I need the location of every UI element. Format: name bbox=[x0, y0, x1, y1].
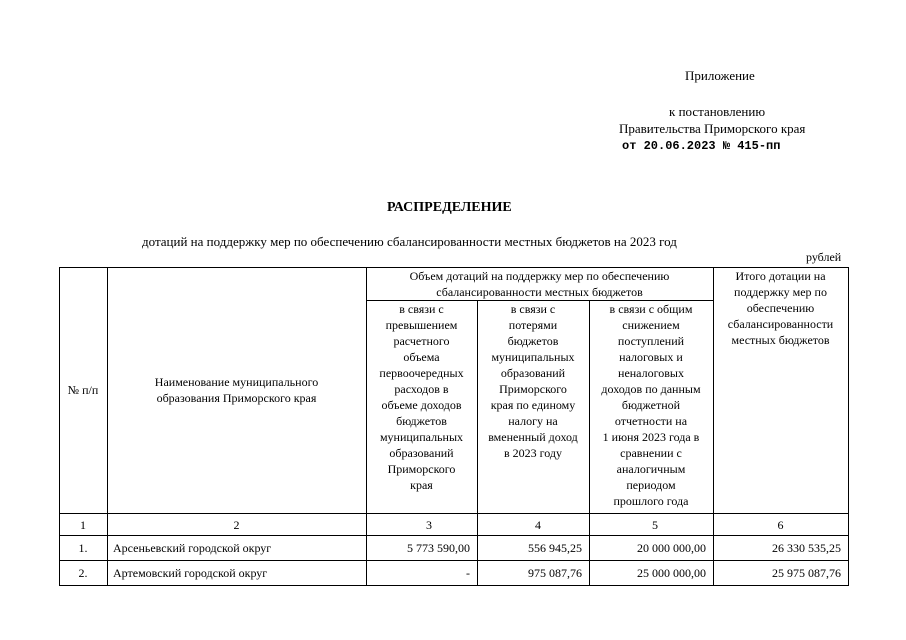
header-name: Наименование муниципального образования Приморского края bbox=[154, 375, 319, 405]
resolution-label: к постановлению bbox=[669, 104, 766, 119]
row-1-num: 1. bbox=[78, 541, 88, 555]
unit-label: рублей bbox=[806, 250, 842, 264]
header-sub-col4: в связи с потерями бюджетов муниципальных образований Приморского края по единому налогу на вмененный доход в 2023 году bbox=[488, 302, 578, 460]
header-num: № п/п bbox=[67, 383, 99, 397]
col-number-4: 4 bbox=[535, 517, 541, 532]
row-2-name: Артемовский городской округ bbox=[113, 566, 268, 580]
row-1-col5: 20 000 000,00 bbox=[637, 541, 706, 555]
col-number-6: 6 bbox=[777, 517, 784, 532]
col-number-1: 1 bbox=[80, 517, 86, 532]
col-number-5: 5 bbox=[652, 517, 658, 532]
header-total: Итого дотации на поддержку мер по обеспечению сбалансированности местных бюджетов bbox=[727, 269, 834, 347]
row-1-name: Арсеньевский городской округ bbox=[113, 541, 272, 555]
row-1-total: 26 330 535,25 bbox=[772, 541, 841, 555]
row-2-col4: 975 087,76 bbox=[528, 566, 582, 580]
row-2-col5: 25 000 000,00 bbox=[637, 566, 706, 580]
document-title: РАСПРЕДЕЛЕНИЕ bbox=[387, 200, 512, 215]
header-group: Объем дотаций на поддержку мер по обеспечению сбалансированности местных бюджетов bbox=[409, 269, 670, 299]
header-sub-col5: в связи с общим снижением поступлений налоговых и неналоговых доходов по данным бюджетной отчетности на 1 июня 2023 года в сравнении с аналогичным периодом прошлого года bbox=[601, 302, 701, 508]
row-2-total: 25 975 087,76 bbox=[772, 566, 841, 580]
row-1-col3: 5 773 590,00 bbox=[407, 541, 470, 555]
row-2-col3: - bbox=[466, 566, 470, 580]
row-1-col4: 556 945,25 bbox=[528, 541, 582, 555]
date-number-label: от 20.06.2023 № 415-пп bbox=[622, 139, 781, 153]
government-label: Правительства Приморского края bbox=[619, 121, 806, 136]
row-2-num: 2. bbox=[78, 566, 88, 580]
col-number-2: 2 bbox=[233, 517, 240, 532]
header-sub-col3: в связи с превышением расчетного объема первоочередных расходов в объеме доходов бюджетов муниципальных образований Приморского края bbox=[379, 302, 464, 492]
document-subtitle: дотаций на поддержку мер по обеспечению сбалансированности местных бюджетов на 2023 год bbox=[142, 234, 677, 249]
col-number-3: 3 bbox=[426, 517, 432, 532]
appendix-label: Приложение bbox=[685, 68, 755, 83]
